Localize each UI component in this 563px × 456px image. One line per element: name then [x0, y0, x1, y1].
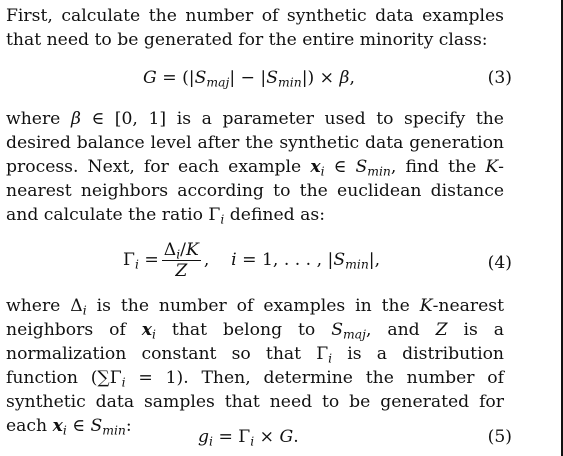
paragraph-samples: where $\Delta_i$ is the number of examples in the K-nearest neighbors of $x_i$ that belong to $S_{maj}$, and Z is a normalization constant so that $\Gamma_i$ is a distribution function $(\sum\Gamma_i = 1)$. Then, determine the number of synthetic data samples that need to be generated for each $x_i$ ∈ $S_{min}$:	[6, 296, 504, 438]
equation-4-number: (4)	[487, 253, 512, 273]
equation-4-body: $\Gamma_i$ = $\frac{\Delta_i/K}{Z}$ , i = 1, . . . , $|S_{min}|$,	[123, 240, 381, 281]
equation-5-body: $g_i = \Gamma_i \times G$.	[198, 427, 299, 449]
paragraph-gamma-definition: where β ∈ [0, 1] is a parameter used to specify the desired balance level after the synthetic data generation process. Next, for each example $x_i$ ∈ $S_{min}$, find the K-nearest neighbors according to the euclidean distance and calculate the ratio $\Gamma_i$ defined as:	[6, 109, 504, 227]
equation-3-number: (3)	[487, 68, 512, 88]
equation-5-number: (5)	[487, 427, 512, 447]
equation-3	[0, 68, 520, 94]
equation-4	[0, 240, 520, 286]
equation-4-fraction: $\frac{\Delta_i/K}{Z}$	[163, 240, 199, 281]
paragraph-intro: First, calculate the number of synthetic data examples that need to be generated for the entire minority class:	[6, 6, 504, 50]
equation-5	[0, 427, 520, 453]
equation-3-body: $G = (|S_{maj}| - |S_{min}|) \times \beta$,	[143, 68, 355, 90]
